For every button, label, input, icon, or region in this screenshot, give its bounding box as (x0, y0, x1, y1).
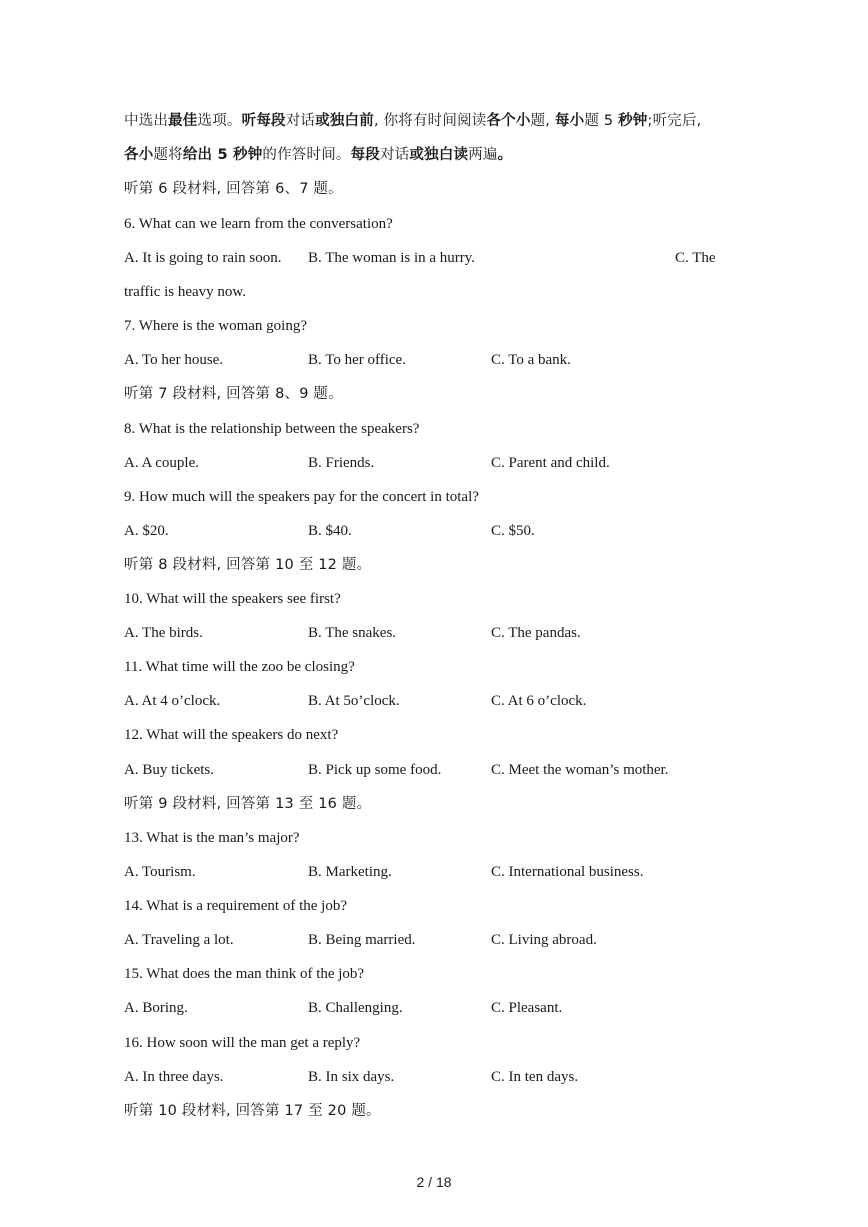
option-c: C. $50. (491, 523, 535, 539)
option-c: C. The (675, 250, 716, 266)
option-b: B. Being married. (308, 932, 416, 948)
options-row (124, 691, 752, 711)
question-text: 8. What is the relationship between the speakers? (124, 421, 420, 437)
option-a: A. To her house. (124, 352, 224, 368)
intro-text: 最佳 (168, 113, 198, 129)
option-c: C. Pleasant. (491, 1000, 563, 1016)
question-text: 15. What does the man think of the job? (124, 966, 365, 982)
intro-text: 中选出 (124, 113, 169, 129)
option-b: B. Pick up some food. (308, 762, 442, 778)
intro-text: 听每段 (241, 113, 286, 129)
intro-text: 各个小 (486, 113, 531, 129)
question-text: 14. What is a requirement of the job? (124, 898, 347, 914)
options-row (124, 623, 752, 643)
page-number: 2 / 18 (416, 1174, 452, 1190)
option-b: B. $40. (308, 523, 352, 539)
intro-text: 或独白前 (315, 113, 374, 129)
intro-text: 的作答时间。 (262, 147, 351, 163)
option-a: A. $20. (124, 523, 169, 539)
intro-text: 每小 (554, 113, 585, 129)
options-row (124, 862, 752, 882)
option-b: B. To her office. (308, 352, 406, 368)
option-c: C. Living abroad. (491, 932, 597, 948)
intro-text: , 你将有时间阅读 (373, 113, 487, 129)
question-text: 11. What time will the zoo be closing? (124, 659, 355, 675)
intro-text: 每段 (350, 147, 381, 163)
option-c: C. At 6 o’clock. (491, 693, 587, 709)
intro-text: 对话 (285, 113, 316, 129)
section-heading: 听第 9 段材料, 回答第 13 至 16 题。 (124, 796, 372, 812)
option-a: A. Traveling a lot. (124, 932, 234, 948)
option-c: C. To a bank. (491, 352, 571, 368)
intro-text: 两遍 (468, 147, 498, 163)
option-a: A. Buy tickets. (124, 762, 214, 778)
option-c-continued: traffic is heavy now. (124, 284, 247, 300)
intro-text: 题将 (153, 147, 183, 163)
question-text: 10. What will the speakers see first? (124, 591, 341, 607)
intro-text: 题 5 (584, 113, 619, 129)
intro-text: 。 (497, 147, 513, 163)
option-b: B. Friends. (308, 455, 375, 471)
options-row (124, 998, 752, 1018)
intro-text: 各小 (124, 147, 154, 163)
question-text: 16. How soon will the man get a reply? (124, 1035, 361, 1051)
options-row (124, 521, 752, 541)
option-b: B. Challenging. (308, 1000, 403, 1016)
question-text: 7. Where is the woman going? (124, 318, 308, 334)
option-b: B. In six days. (308, 1069, 395, 1085)
option-b: B. Marketing. (308, 864, 392, 880)
section-heading: 听第 6 段材料, 回答第 6、7 题。 (124, 181, 343, 197)
intro-text: 或独白读 (409, 147, 469, 163)
option-a: A. At 4 o’clock. (124, 693, 221, 709)
options-row (124, 248, 752, 268)
options-row (124, 1067, 752, 1087)
intro-line-2 (124, 145, 752, 165)
section-heading: 听第 10 段材料, 回答第 17 至 20 题。 (124, 1103, 381, 1119)
section-heading: 听第 8 段材料, 回答第 10 至 12 题。 (124, 557, 372, 573)
intro-text: 对话 (380, 147, 410, 163)
option-a: A. It is going to rain soon. (124, 250, 282, 266)
options-row (124, 453, 752, 473)
option-b: B. At 5o’clock. (308, 693, 400, 709)
section-heading: 听第 7 段材料, 回答第 8、9 题。 (124, 386, 343, 402)
option-b: B. The snakes. (308, 625, 397, 641)
question-text: 13. What is the man’s major? (124, 830, 300, 846)
option-a: A. The birds. (124, 625, 203, 641)
options-row (124, 760, 752, 780)
option-c: C. Meet the woman’s mother. (491, 762, 669, 778)
option-a: A. Boring. (124, 1000, 188, 1016)
options-row (124, 350, 752, 370)
option-c: C. Parent and child. (491, 455, 610, 471)
intro-line-1 (124, 111, 752, 131)
question-text: 9. How much will the speakers pay for the concert in total? (124, 489, 479, 505)
option-c: C. In ten days. (491, 1069, 579, 1085)
option-c: C. International business. (491, 864, 644, 880)
intro-text: 秒钟 (618, 113, 648, 129)
intro-text: ;听完后, (647, 113, 702, 129)
question-text: 6. What can we learn from the conversation? (124, 216, 393, 232)
option-a: A. A couple. (124, 455, 199, 471)
intro-text: 选项。 (197, 113, 242, 129)
option-a: A. Tourism. (124, 864, 196, 880)
intro-text: 题, (530, 113, 555, 129)
options-row (124, 930, 752, 950)
option-b: B. The woman is in a hurry. (308, 250, 476, 266)
option-a: A. In three days. (124, 1069, 224, 1085)
option-c: C. The pandas. (491, 625, 581, 641)
question-text: 12. What will the speakers do next? (124, 727, 339, 743)
intro-text: 给出 5 (182, 147, 233, 163)
intro-text: 秒钟 (233, 147, 263, 163)
